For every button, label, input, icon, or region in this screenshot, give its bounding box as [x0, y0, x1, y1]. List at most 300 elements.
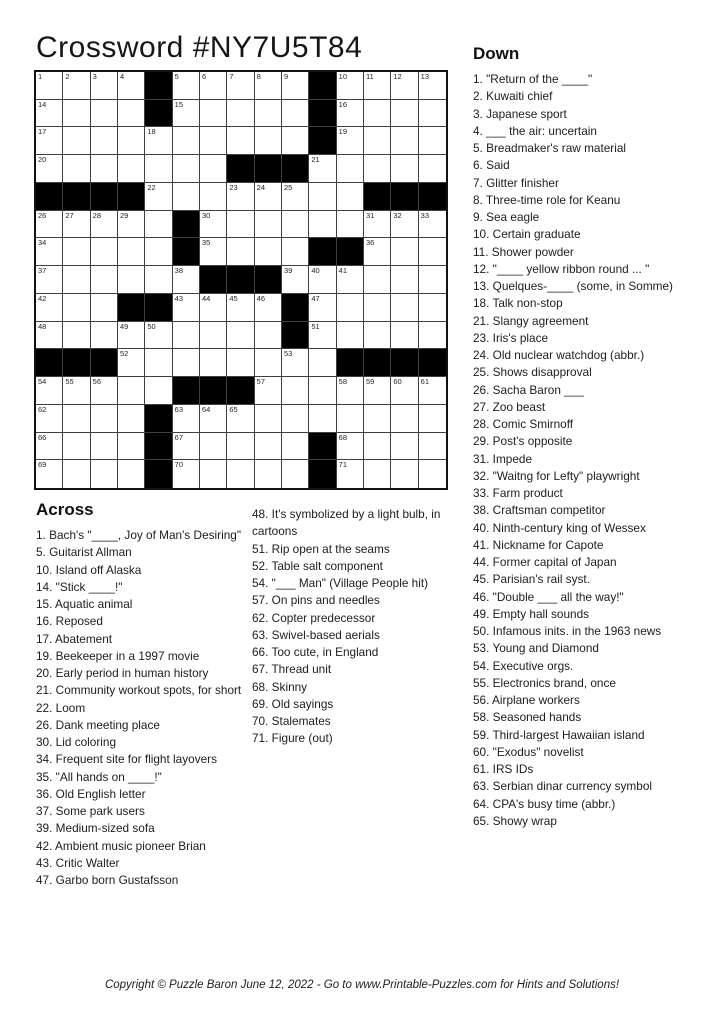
grid-cell[interactable] — [173, 72, 200, 100]
grid-cell[interactable] — [255, 100, 282, 128]
grid-cell[interactable] — [364, 155, 391, 183]
grid-cell[interactable] — [309, 211, 336, 239]
cell-number: 29 — [120, 210, 129, 220]
across-clue: 35. "All hands on ____!" — [36, 769, 162, 784]
grid-cell[interactable] — [364, 211, 391, 239]
grid-cell[interactable] — [200, 433, 227, 461]
grid-cell[interactable] — [419, 460, 446, 488]
down-clues-section — [473, 44, 721, 830]
cell-number: 27 — [65, 210, 74, 220]
cell-number: 14 — [38, 99, 47, 109]
grid-cell[interactable] — [36, 405, 63, 433]
grid-cell[interactable] — [91, 433, 118, 461]
grid-cell[interactable] — [282, 433, 309, 461]
grid-cell[interactable] — [200, 349, 227, 377]
grid-cell[interactable] — [91, 266, 118, 294]
grid-cell[interactable] — [282, 183, 309, 211]
cell-number: 32 — [393, 210, 402, 220]
cell-number: 37 — [38, 266, 47, 276]
grid-cell[interactable] — [118, 349, 145, 377]
grid-cell[interactable] — [255, 377, 282, 405]
grid-cell[interactable] — [118, 238, 145, 266]
grid-cell[interactable] — [337, 460, 364, 488]
grid-cell-black — [419, 349, 446, 377]
grid-cell[interactable] — [91, 72, 118, 100]
grid-cell[interactable] — [309, 377, 336, 405]
grid-cell[interactable] — [227, 460, 254, 488]
grid-cell[interactable] — [227, 433, 254, 461]
grid-cell-black — [63, 183, 90, 211]
grid-cell[interactable] — [391, 155, 418, 183]
grid-cell[interactable] — [282, 211, 309, 239]
grid-cell[interactable] — [63, 460, 90, 488]
grid-cell-black — [91, 183, 118, 211]
grid-cell[interactable] — [63, 294, 90, 322]
grid-cell[interactable] — [173, 100, 200, 128]
grid-cell[interactable] — [63, 377, 90, 405]
grid-cell[interactable] — [173, 349, 200, 377]
grid-cell[interactable] — [227, 211, 254, 239]
cell-number: 4 — [120, 72, 125, 81]
grid-cell[interactable] — [337, 266, 364, 294]
down-clue-list — [473, 71, 721, 830]
grid-cell[interactable] — [337, 211, 364, 239]
grid-cell[interactable] — [255, 183, 282, 211]
across-clue: 15. Aquatic animal — [36, 597, 133, 611]
cell-number: 47 — [311, 293, 320, 303]
grid-cell[interactable] — [36, 100, 63, 128]
down-clue: 26. Sacha Baron ___ — [473, 382, 584, 397]
grid-cell[interactable] — [118, 433, 145, 461]
grid-cell[interactable] — [91, 238, 118, 266]
grid-cell[interactable] — [337, 127, 364, 155]
grid-cell[interactable] — [337, 72, 364, 100]
grid-cell[interactable] — [145, 377, 172, 405]
grid-cell[interactable] — [282, 377, 309, 405]
cell-number: 57 — [256, 377, 265, 387]
down-clue: 5. Breadmaker's raw material — [473, 141, 627, 155]
cell-number: 50 — [147, 321, 156, 331]
grid-cell[interactable] — [173, 127, 200, 155]
across-clue: 1. Bach's "____, Joy of Man's Desiring" — [36, 528, 242, 542]
grid-cell[interactable] — [36, 377, 63, 405]
grid-cell[interactable] — [282, 238, 309, 266]
grid-cell[interactable] — [419, 322, 446, 350]
grid-cell-black — [227, 155, 254, 183]
across-clue: 19. Beekeeper in a 1997 movie — [36, 648, 200, 663]
grid-cell[interactable] — [173, 266, 200, 294]
grid-cell[interactable] — [227, 294, 254, 322]
grid-cell[interactable] — [227, 72, 254, 100]
cell-number: 53 — [284, 349, 293, 359]
cell-number: 20 — [38, 155, 47, 165]
across-clue: 57. On pins and needles — [252, 593, 380, 608]
grid-cell[interactable] — [282, 405, 309, 433]
across-clue: 54. "___ Man" (Village People hit) — [252, 576, 429, 590]
grid-cell[interactable] — [91, 155, 118, 183]
grid-cell[interactable] — [63, 405, 90, 433]
grid-cell-black — [63, 349, 90, 377]
across-clue: 69. Old sayings — [252, 696, 334, 711]
grid-cell[interactable] — [91, 211, 118, 239]
down-clue: 27. Zoo beast — [473, 399, 546, 414]
grid-cell[interactable] — [337, 155, 364, 183]
across-clue: 22. Loom — [36, 700, 86, 715]
grid-cell-black — [309, 433, 336, 461]
cell-number: 7 — [229, 72, 234, 81]
across-clue: 42. Ambient music pioneer Brian — [36, 838, 206, 853]
grid-cell[interactable] — [118, 211, 145, 239]
down-clue: 23. Iris's place — [473, 330, 549, 345]
grid-cell-black — [364, 183, 391, 211]
grid-cell[interactable] — [337, 294, 364, 322]
grid-cell-black — [145, 460, 172, 488]
grid-cell[interactable] — [309, 405, 336, 433]
grid-cell[interactable] — [200, 127, 227, 155]
down-clue: 12. "____ yellow ribbon round ... " — [473, 261, 650, 276]
grid-cell[interactable] — [36, 238, 63, 266]
down-clue: 7. Glitter finisher — [473, 175, 559, 190]
grid-cell[interactable] — [309, 294, 336, 322]
grid-cell-black — [173, 211, 200, 239]
grid-cell[interactable] — [200, 294, 227, 322]
grid-cell[interactable] — [255, 294, 282, 322]
grid-cell[interactable] — [63, 433, 90, 461]
grid-cell[interactable] — [118, 127, 145, 155]
grid-cell[interactable] — [63, 211, 90, 239]
grid-cell[interactable] — [255, 460, 282, 488]
grid-cell[interactable] — [91, 294, 118, 322]
grid-cell[interactable] — [63, 155, 90, 183]
grid-cell-black — [282, 155, 309, 183]
grid-cell[interactable] — [173, 433, 200, 461]
down-clue: 28. Comic Smirnoff — [473, 417, 574, 431]
grid-cell[interactable] — [200, 211, 227, 239]
down-clue: 29. Post's opposite — [473, 434, 573, 449]
cell-number: 66 — [38, 432, 47, 442]
grid-cell[interactable] — [419, 377, 446, 405]
down-clue: 25. Shows disapproval — [473, 365, 592, 380]
cell-number: 45 — [229, 293, 238, 303]
grid-cell[interactable] — [200, 460, 227, 488]
grid-cell[interactable] — [118, 72, 145, 100]
grid-cell[interactable] — [200, 405, 227, 433]
grid-cell[interactable] — [227, 127, 254, 155]
grid-cell[interactable] — [419, 238, 446, 266]
grid-cell[interactable] — [145, 211, 172, 239]
cell-number: 22 — [147, 182, 156, 192]
grid-cell[interactable] — [255, 349, 282, 377]
cell-number: 17 — [38, 127, 47, 137]
cell-number: 3 — [92, 72, 97, 81]
down-clue: 2. Kuwaiti chief — [473, 89, 553, 104]
cell-number: 64 — [202, 404, 211, 414]
grid-cell[interactable] — [255, 238, 282, 266]
cell-number: 5 — [174, 72, 179, 81]
cell-number: 10 — [338, 72, 347, 81]
grid-cell[interactable] — [173, 460, 200, 488]
across-clue: 17. Abatement — [36, 631, 113, 646]
grid-cell-black — [118, 183, 145, 211]
grid-cell[interactable] — [36, 127, 63, 155]
grid-cell[interactable] — [145, 127, 172, 155]
grid-cell[interactable] — [200, 72, 227, 100]
grid-cell[interactable] — [200, 155, 227, 183]
grid-cell[interactable] — [391, 294, 418, 322]
grid-cell-black — [309, 460, 336, 488]
grid-cell[interactable] — [419, 433, 446, 461]
grid-cell-black — [391, 183, 418, 211]
grid-cell[interactable] — [419, 127, 446, 155]
grid-cell[interactable] — [309, 322, 336, 350]
down-clue: 18. Talk non-stop — [473, 296, 563, 311]
grid-cell-black — [309, 100, 336, 128]
grid-cell[interactable] — [419, 294, 446, 322]
grid-cell[interactable] — [118, 460, 145, 488]
grid-cell[interactable] — [91, 100, 118, 128]
grid-cell[interactable] — [227, 183, 254, 211]
across-clue-list-col2 — [252, 506, 474, 748]
grid-cell[interactable] — [419, 405, 446, 433]
grid-cell[interactable] — [255, 433, 282, 461]
grid-cell[interactable] — [63, 266, 90, 294]
grid-cell[interactable] — [36, 322, 63, 350]
across-clue: 21. Community workout spots, for short — [36, 683, 242, 698]
page-title: Crossword #NY7U5T84 — [36, 31, 363, 64]
grid-cell[interactable] — [63, 322, 90, 350]
cell-number: 42 — [38, 293, 47, 303]
cell-number: 9 — [284, 72, 289, 81]
grid-cell-black — [309, 72, 336, 100]
grid-cell[interactable] — [255, 72, 282, 100]
grid-cell[interactable] — [255, 211, 282, 239]
grid-cell[interactable] — [200, 183, 227, 211]
grid-cell[interactable] — [419, 266, 446, 294]
grid-cell[interactable] — [282, 266, 309, 294]
grid-cell[interactable] — [255, 322, 282, 350]
grid-cell[interactable] — [200, 322, 227, 350]
across-clue: 37. Some park users — [36, 804, 145, 818]
grid-cell[interactable] — [255, 127, 282, 155]
grid-cell-black — [364, 349, 391, 377]
down-clue: 40. Ninth-century king of Wessex — [473, 520, 646, 535]
down-clue: 58. Seasoned hands — [473, 710, 582, 725]
grid-cell[interactable] — [91, 322, 118, 350]
grid-cell[interactable] — [391, 266, 418, 294]
grid-cell[interactable] — [391, 322, 418, 350]
grid-cell[interactable] — [391, 127, 418, 155]
grid-cell[interactable] — [36, 294, 63, 322]
grid-cell[interactable] — [391, 377, 418, 405]
grid-cell[interactable] — [91, 377, 118, 405]
grid-cell[interactable] — [391, 211, 418, 239]
grid-cell[interactable] — [63, 100, 90, 128]
grid-cell[interactable] — [63, 127, 90, 155]
grid-cell[interactable] — [91, 460, 118, 488]
grid-cell-black — [36, 349, 63, 377]
grid-cell[interactable] — [91, 127, 118, 155]
grid-cell-black — [36, 183, 63, 211]
grid-cell[interactable] — [391, 433, 418, 461]
cell-number: 30 — [202, 210, 211, 220]
cell-number: 60 — [393, 377, 402, 387]
down-clue: 64. CPA's busy time (abbr.) — [473, 796, 616, 811]
grid-cell[interactable] — [36, 433, 63, 461]
grid-cell[interactable] — [364, 72, 391, 100]
grid-cell[interactable] — [364, 322, 391, 350]
grid-cell[interactable] — [309, 266, 336, 294]
across-clue-list-col1 — [36, 527, 254, 889]
grid-cell[interactable] — [145, 183, 172, 211]
grid-cell[interactable] — [145, 322, 172, 350]
cell-number: 51 — [311, 321, 320, 331]
grid-cell[interactable] — [227, 322, 254, 350]
grid-cell-black — [309, 127, 336, 155]
grid-cell-black — [145, 72, 172, 100]
cell-number: 58 — [338, 377, 347, 387]
down-clue: 44. Former capital of Japan — [473, 555, 617, 569]
grid-cell[interactable] — [391, 238, 418, 266]
cell-number: 13 — [420, 72, 429, 81]
down-clue: 63. Serbian dinar currency symbol — [473, 779, 653, 794]
grid-cell[interactable] — [282, 349, 309, 377]
across-clue: 10. Island off Alaska — [36, 562, 142, 577]
grid-cell[interactable] — [173, 322, 200, 350]
cell-number: 16 — [338, 99, 347, 109]
cell-number: 49 — [120, 321, 129, 331]
grid-cell[interactable] — [200, 100, 227, 128]
cell-number: 21 — [311, 155, 320, 165]
grid-cell[interactable] — [337, 377, 364, 405]
grid-cell[interactable] — [364, 377, 391, 405]
across-clue: 39. Medium-sized sofa — [36, 821, 155, 836]
cell-number: 23 — [229, 182, 238, 192]
grid-cell[interactable] — [118, 100, 145, 128]
grid-cell[interactable] — [227, 405, 254, 433]
grid-cell[interactable] — [309, 183, 336, 211]
across-clue: 63. Swivel-based aerials — [252, 627, 380, 642]
grid-cell-black — [145, 100, 172, 128]
grid-cell[interactable] — [337, 183, 364, 211]
down-clue: 56. Airplane workers — [473, 693, 580, 707]
down-clue: 4. ___ the air: uncertain — [473, 123, 597, 138]
cell-number: 33 — [420, 210, 429, 220]
grid-cell[interactable] — [36, 155, 63, 183]
grid-cell[interactable] — [36, 72, 63, 100]
grid-cell[interactable] — [364, 127, 391, 155]
grid-cell[interactable] — [36, 460, 63, 488]
grid-cell-black — [337, 238, 364, 266]
grid-cell[interactable] — [282, 72, 309, 100]
grid-cell[interactable] — [255, 405, 282, 433]
across-clues-section-col2 — [252, 506, 474, 748]
grid-cell[interactable] — [419, 211, 446, 239]
down-clue: 61. IRS IDs — [473, 762, 534, 776]
down-clue: 38. Craftsman competitor — [473, 503, 606, 518]
grid-cell[interactable] — [391, 460, 418, 488]
grid-cell[interactable] — [364, 294, 391, 322]
grid-cell[interactable] — [118, 377, 145, 405]
grid-cell[interactable] — [173, 183, 200, 211]
cell-number: 40 — [311, 266, 320, 276]
grid-cell[interactable] — [173, 294, 200, 322]
grid-cell-black — [173, 377, 200, 405]
grid-cell[interactable] — [282, 127, 309, 155]
grid-cell[interactable] — [337, 433, 364, 461]
grid-cell-black — [91, 349, 118, 377]
across-clue: 20. Early period in human history — [36, 666, 209, 680]
grid-cell[interactable] — [145, 349, 172, 377]
grid-cell-black — [227, 377, 254, 405]
down-clue: 1. "Return of the ____" — [473, 72, 593, 86]
grid-cell[interactable] — [145, 266, 172, 294]
grid-cell[interactable] — [419, 72, 446, 100]
grid-cell[interactable] — [282, 100, 309, 128]
down-clue: 59. Third-largest Hawaiian island — [473, 727, 645, 742]
grid-cell[interactable] — [63, 72, 90, 100]
grid-cell[interactable] — [118, 155, 145, 183]
grid-cell[interactable] — [118, 405, 145, 433]
grid-cell[interactable] — [364, 460, 391, 488]
grid-cell[interactable] — [227, 349, 254, 377]
grid-cell[interactable] — [364, 433, 391, 461]
grid-cell[interactable] — [282, 460, 309, 488]
grid-cell[interactable] — [173, 405, 200, 433]
grid-cell[interactable] — [145, 238, 172, 266]
grid-cell-black — [391, 349, 418, 377]
grid-cell[interactable] — [364, 405, 391, 433]
cell-number: 44 — [202, 293, 211, 303]
grid-cell[interactable] — [227, 100, 254, 128]
grid-cell[interactable] — [227, 238, 254, 266]
across-clue: 51. Rip open at the seams — [252, 541, 390, 556]
grid-cell[interactable] — [364, 266, 391, 294]
grid-cell[interactable] — [91, 405, 118, 433]
across-clue: 70. Stalemates — [252, 714, 331, 728]
across-clue: 67. Thread unit — [252, 662, 332, 677]
down-clue: 45. Parisian's rail syst. — [473, 572, 590, 587]
grid-cell[interactable] — [200, 238, 227, 266]
grid-cell[interactable] — [337, 322, 364, 350]
grid-cell[interactable] — [364, 238, 391, 266]
across-clue: 34. Frequent site for flight layovers — [36, 752, 217, 767]
grid-cell[interactable] — [118, 322, 145, 350]
grid-cell[interactable] — [391, 72, 418, 100]
grid-cell[interactable] — [419, 155, 446, 183]
grid-cell[interactable] — [337, 405, 364, 433]
grid-cell[interactable] — [309, 155, 336, 183]
grid-cell[interactable] — [118, 266, 145, 294]
across-clue: 30. Lid coloring — [36, 735, 117, 749]
grid-cell[interactable] — [36, 266, 63, 294]
grid-cell[interactable] — [391, 100, 418, 128]
across-clue: 14. "Stick ____!" — [36, 579, 123, 594]
across-clue: 62. Copter predecessor — [252, 610, 376, 625]
grid-cell[interactable] — [309, 349, 336, 377]
grid-cell-black — [145, 405, 172, 433]
grid-cell[interactable] — [63, 238, 90, 266]
grid-cell[interactable] — [36, 211, 63, 239]
grid-cell[interactable] — [419, 100, 446, 128]
grid-cell[interactable] — [337, 100, 364, 128]
grid-cell[interactable] — [364, 100, 391, 128]
cell-number: 28 — [92, 210, 101, 220]
grid-cell-black — [282, 294, 309, 322]
grid-cell[interactable] — [145, 155, 172, 183]
grid-cell[interactable] — [391, 405, 418, 433]
grid-cell[interactable] — [173, 155, 200, 183]
down-clue: 32. "Waitng for Lefty" playwright — [473, 468, 640, 483]
